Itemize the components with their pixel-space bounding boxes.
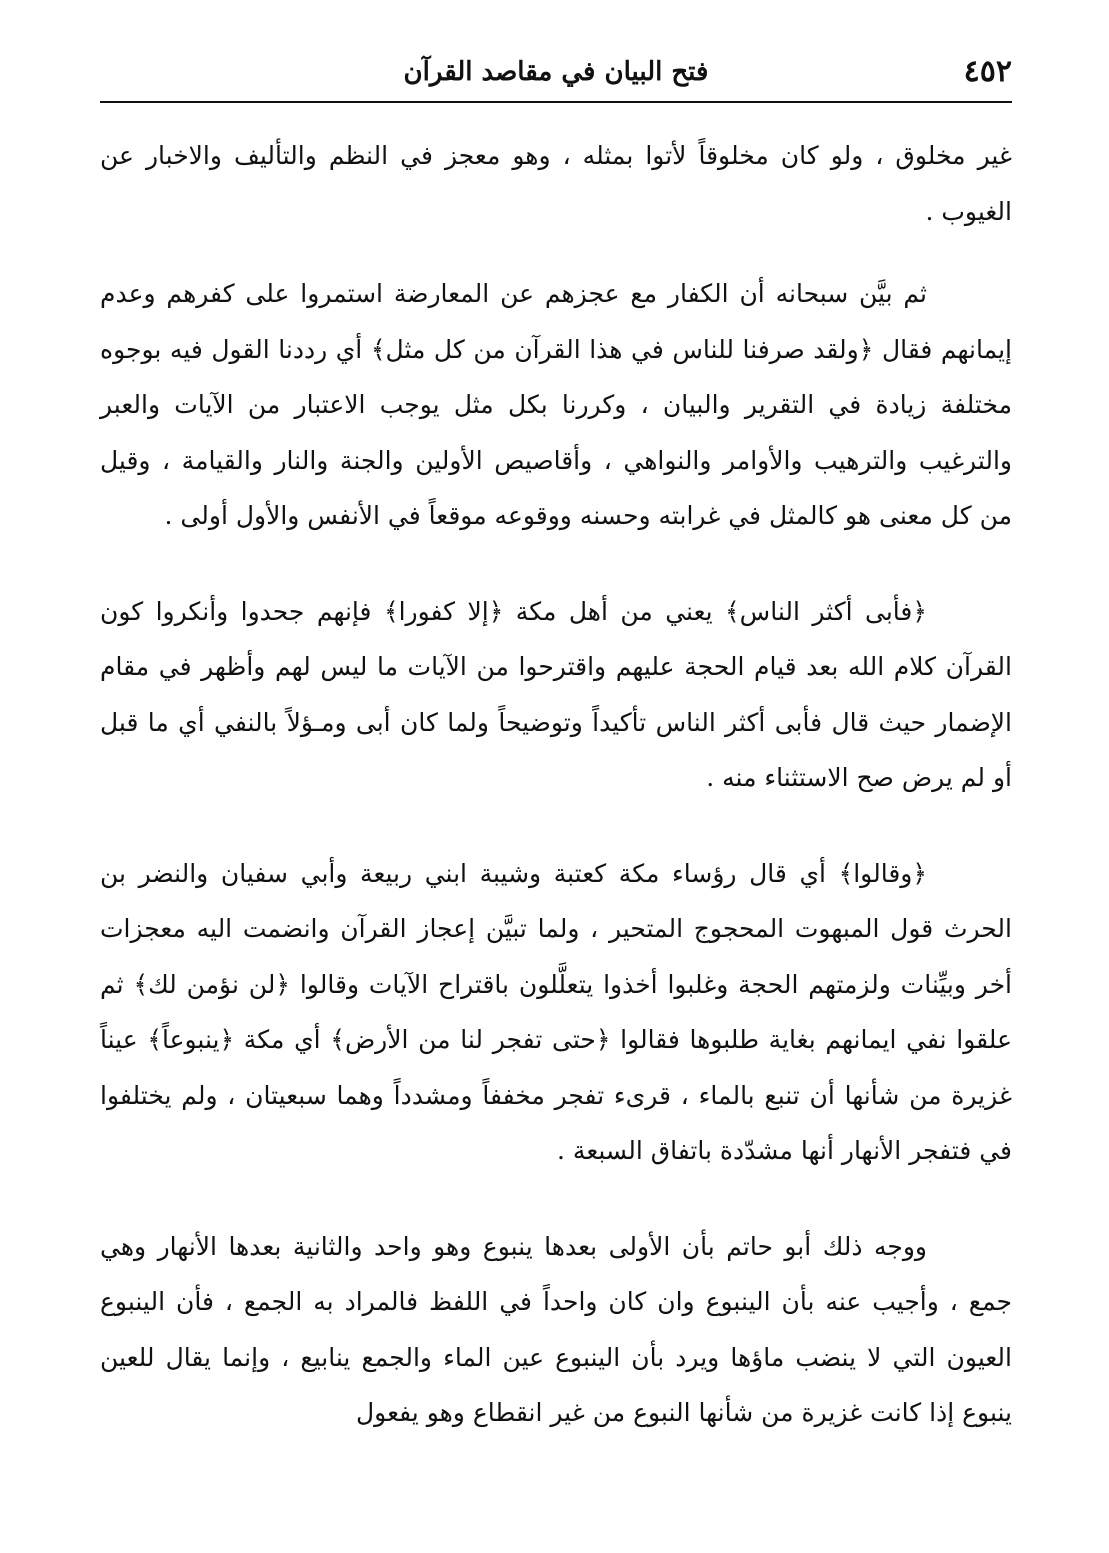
page-header	[100, 52, 1012, 102]
header-rule	[100, 101, 1012, 103]
running-title: فتح البيان في مقاصد القرآن	[403, 57, 709, 87]
paragraph-2: ثم بيَّن سبحانه أن الكفار مع عجزهم عن المعارضة استمروا على كفرهم وعدم إيمانهم فقال ﴿ولقد صرفنا للناس في هذا القرآن من كل مثل﴾ أي رددنا القول فيه بوجوه مختلفة زيادة في التقرير والبيان ، وكررنا بكل مثل يوجب الاعتبار من الآيات والعبر والترغيب والترهيب والأوامر والنواهي ، وأقاصيص الأولين والجنة والنار والقيامة ، وقيل من كل معنى هو كالمثل في غرابته وحسنه ووقوعه موقعاً في الأنفس والأول أولى .	[100, 279, 1012, 530]
page-number: ٤٥٢	[963, 54, 1012, 89]
paragraph-5: ووجه ذلك أبو حاتم بأن الأولى بعدها ينبوع وهو واحد والثانية بعدها الأنهار وهي جمع ، وأجيب عنه بأن الينبوع وان كان واحداً في اللفظ فالمراد به الجمع ، فأن الينبوع العيون التي لا ينضب ماؤها ويرد بأن الينبوع عين الماء والجمع ينابيع ، وإنما يقال للعين ينبوع إذا كانت غزيرة من شأنها النبوع من غير انقطاع وهو يفعول	[100, 1231, 1012, 1427]
paragraph-1: غير مخلوق ، ولو كان مخلوقاً لأتوا بمثله ، وهو معجز في النظم والتأليف والاخبار عن الغيوب .	[100, 141, 1012, 226]
body-text	[100, 128, 1012, 1441]
paragraph-4: ﴿وقالوا﴾ أي قال رؤساء مكة كعتبة وشيبة ابني ربيعة وأبي سفيان والنضر بن الحرث قول المبهوت المحجوج المتحير ، ولما تبيَّن إعجاز القرآن وانضمت اليه معجزات أخر وبيِّنات ولزمتهم الحجة وغلبوا أخذوا يتعلَّلون باقتراح الآيات وقالوا ﴿لن نؤمن لك﴾ ثم علقوا نفي ايمانهم بغاية طلبوها فقالوا ﴿حتى تفجر لنا من الأرض﴾ أي مكة ﴿ينبوعاً﴾ عيناً غزيرة من شأنها أن تنبع بالماء ، قرىء تفجر مخففاً ومشدداً وهما سبعيتان ، ولم يختلفوا في فتفجر الأنهار أنها مشدّدة باتفاق السبعة .	[100, 858, 1012, 1165]
paragraph-3: ﴿فأبى أكثر الناس﴾ يعني من أهل مكة ﴿إلا كفورا﴾ فإنهم جحدوا وأنكروا كون القرآن كلام الله بعد قيام الحجة عليهم واقترحوا من الآيات ما ليس لهم وأظهر في مقام الإضمار حيث قال فأبى أكثر الناس تأكيداً وتوضيحاً ولما كان أبى ومـؤلاً بالنفي أي ما قبل أو لم يرض صح الاستثناء منه .	[100, 596, 1012, 792]
